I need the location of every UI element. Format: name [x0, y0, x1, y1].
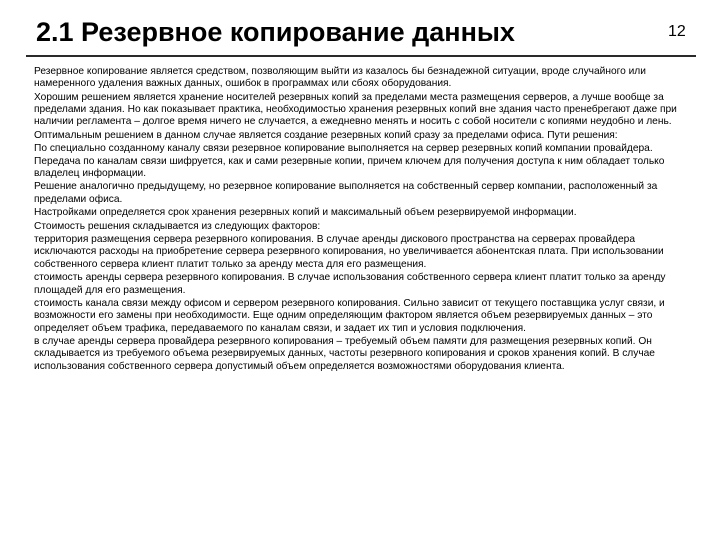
paragraph-settings: Настройками определяется срок хранения резервных копий и максимальный объем резервируемой информации.	[34, 207, 577, 219]
title-divider	[26, 55, 696, 57]
paragraph-offsite-storage: Хорошим решением является хранение носителей резервных копий за пределами места размещения серверов, а лучше вообще за пределами здания. Но как показывает практика, необходимостью хранения резервных копий вне здания часто пренебрегают даже при наличии регламента – долгое время ничего не случается, а ежедневно менять и носить с собой носители с копиями неудобно и лень.	[34, 91, 677, 128]
paragraph-server-rent: стоимость аренды сервера резервного копирования. В случае использования собственного сервера клиент платит только за аренду площадей для его размещения.	[34, 272, 666, 296]
slide-number: 12	[668, 23, 686, 40]
paragraph-server-location: территория размещения сервера резервного копирования. В случае аренды дискового пространства на серверах провайдера исключаются расходы на приобретение сервера резервного копирования, но увеличивается абонентская плата. При использовании собственного сервера клиент платит только за аренду места для его размещения.	[34, 234, 664, 270]
paragraph-channel-cost: стоимость канала связи между офисом и сервером резервного копирования. Сильно зависит от текущего поставщика услуг связи, и возможности его замены при необходимости. Еще одним определяющим фактором является объем резервируемых данных – это определяет объем трафика, передаваемого по каналам связи, и задает их тип и условия подключения.	[34, 298, 665, 334]
paragraph-backup-definition: Резервное копирование является средством, позволяющим выйти из казалось бы безнадежной ситуации, вроде случайного или намеренного удаления важных данных, ошибок в программах или сбоях оборудования.	[34, 66, 646, 90]
slide-title: 2.1 Резервное копирование данных	[36, 17, 515, 47]
paragraph-own-server: Решение аналогично предыдущему, но резервное копирование выполняется на собственный сервер компании, расположенный за пределами офиса.	[34, 181, 658, 205]
paragraph-provider-channel: По специально созданному каналу связи резервное копирование выполняется на сервер резервных копий компании провайдера. Передача по каналам связи шифруется, как и сами резервные копии, причем ключем для получения доступа к ним обладает только владелец информации.	[34, 143, 665, 179]
paragraph-cost-factors: Стоимость решения складывается из следующих факторов:	[34, 220, 321, 232]
slide-body	[34, 66, 700, 374]
paragraph-storage-volume: в случае аренды сервера провайдера резервного копирования – требуемый объем памяти для размещения резервных копий. Он складывается из требуемого объема резервируемых данных, частоты резервного копирования и сроков хранения копий. В случае использования собственного сервера допустимый объем определяется возможностями оборудования клиента.	[34, 336, 655, 372]
paragraph-optimal-solution: Оптимальным решением в данном случае является создание резервных копий сразу за пределами офиса. Пути решения:	[34, 129, 618, 141]
